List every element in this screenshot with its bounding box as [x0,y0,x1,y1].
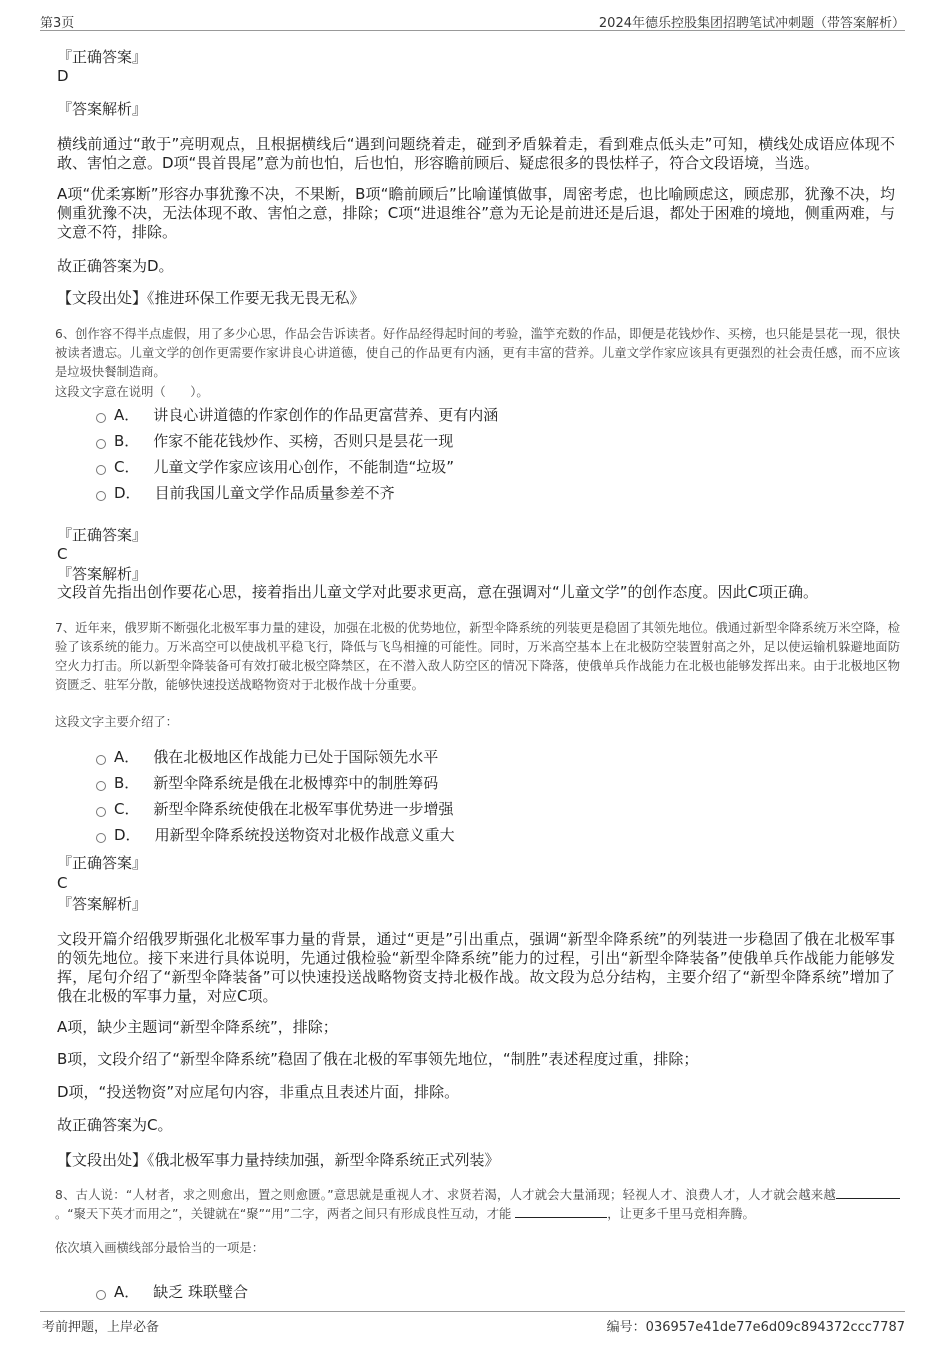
q6-answer-label: 『正确答案』 [57,526,148,544]
q7-option-b[interactable]: B． 新型伞降系统是俄在北极博弈中的制胜筹码 [96,772,438,794]
q6-option-a[interactable]: A． 讲良心讲道德的作家创作的作品更富营养、更有内涵 [96,404,498,426]
q5-conclusion: 故正确答案为D。 [57,257,174,275]
q7-analysis-option-d: D项，“投送物资”对应尾句内容，非重点且表述片面，排除。 [57,1083,460,1101]
radio-button[interactable] [96,465,106,475]
q6-answer: C [57,545,68,563]
q6-analysis-label: 『答案解析』 [57,565,148,583]
q7-answer: C [57,874,68,892]
radio-button[interactable] [96,833,106,843]
q5-analysis-label: 『答案解析』 [57,100,148,118]
q7-analysis-option-a: A项，缺少主题词“新型伞降系统”，排除； [57,1018,338,1036]
fill-blank [836,1186,900,1199]
q5-answer: D [57,67,69,85]
q6-option-c[interactable]: C． 儿童文学作家应该用心创作，不能制造“垃圾” [96,456,454,478]
q7-option-d[interactable]: D． 用新型伞降系统投送物资对北极作战意义重大 [96,824,455,846]
q8-stem: 8、古人说：“人材者，求之则愈出，置之则愈匮。”意思就是重视人才、求贤若渴，人才就会大量涌现；轻视人才、浪费人才，人才就会越来越。“聚天下英才而用之”，关键就在“聚”“用”二字，两者之间只有形成良性互动，才能 ，让更多千里马竞相奔腾。 [55,1186,900,1224]
radio-button[interactable] [96,491,106,501]
radio-button[interactable] [96,755,106,765]
q7-option-a[interactable]: A． 俄在北极地区作战能力已处于国际领先水平 [96,746,438,768]
q7-analysis-label: 『答案解析』 [57,895,148,913]
q7-source: 【文段出处】《俄北极军事力量持续加强，新型伞降系统正式列装》 [57,1151,500,1169]
fill-blank [515,1205,607,1218]
q7-stem: 7、近年来，俄罗斯不断强化北极军事力量的建设，加强在北极的优势地位，新型伞降系统的列装更是稳固了其领先地位。俄通过新型伞降系统万米空降，检验了该系统的能力。万米高空可以使战机平稳飞行，降低与飞鸟相撞的可能性。同时，万米高空基本上在北极防空装置射高之外，足以使运输机躲避地面防空火力打击。所以新型伞降装备可有效打破北极空降禁区，在不潜入敌人防空区的情况下降落，使俄单兵作战能力在北极也能够发挥出来。由于北极地区物资匮乏、驻军分散，能够快速投送战略物资对于北极作战十分重要。 [55,621,900,692]
document-code: 编号：036957e41de77e6d09c894372ccc7787 [606,1320,905,1335]
q6-option-b[interactable]: B． 作家不能花钱炒作、买榜，否则只是昙花一现 [96,430,453,452]
q6-question: 这段文字意在说明（ ）。 [55,385,209,399]
q7-conclusion: 故正确答案为C。 [57,1116,173,1134]
radio-button[interactable] [96,781,106,791]
q5-analysis-paragraph: 横线前通过“敢于”亮明观点，且根据横线后“遇到问题绕着走，碰到矛盾躲着走，看到难点低头走”可知，横线处成语应体现不敢、害怕之意。D项“畏首畏尾”意为前也怕，后也怕，形容瞻前顾后、疑虑很多的畏怯样子，符合文段语境，当选。 [57,135,895,172]
q7-analysis-option-b: B项，文段介绍了“新型伞降系统”稳固了俄在北极的军事领先地位，“制胜”表述程度过重，排除； [57,1050,699,1068]
q8-option-a[interactable]: A． 缺乏 珠联璧合 [96,1281,248,1303]
q6-option-d[interactable]: D． 目前我国儿童文学作品质量参差不齐 [96,482,395,504]
page-footer [40,1311,905,1336]
q7-option-c[interactable]: C． 新型伞降系统使俄在北极军事优势进一步增强 [96,798,454,820]
q5-analysis-paragraph: A项“优柔寡断”形容办事犹豫不决，不果断，B项“瞻前顾后”比喻谨慎做事，周密考虑，也比喻顾虑这，顾虑那，犹豫不决，均侧重犹豫不决，无法体现不敢、害怕之意，排除；C项“进退维谷”意为无论是前进还是后退，都处于困难的境地，侧重两难，与文意不符，排除。 [57,185,895,241]
q7-analysis-paragraph: 文段开篇介绍俄罗斯强化北极军事力量的背景，通过“更是”引出重点，强调“新型伞降系统”的列装进一步稳固了俄在北极军事的领先地位。接下来进行具体说明，先通过俄检验“新型伞降系统”能力的过程，引出“新型伞降装备”使俄单兵作战能力能够发挥，尾句介绍了“新型伞降装备”可以快速投送战略物资支持北极作战。故文段为总分结构，主要介绍了“新型伞降系统”增加了俄在北极的军事力量，对应C项。 [57,930,895,1005]
radio-button[interactable] [96,439,106,449]
q7-question: 这段文字主要介绍了： [55,715,178,729]
radio-button[interactable] [96,413,106,423]
radio-button[interactable] [96,1290,106,1300]
footer-slogan: 考前押题，上岸必备 [42,1320,160,1335]
q6-analysis: 文段首先指出创作要花心思，接着指出儿童文学对此要求更高，意在强调对“儿童文学”的创作态度。因此C项正确。 [57,583,819,601]
q6-stem: 6、创作容不得半点虚假，用了多少心思，作品会告诉读者。好作品经得起时间的考验，滥竽充数的作品，即便是花钱炒作、买榜，也只能是昙花一现，很快被读者遗忘。儿童文学的创作更需要作家讲良心讲道德，使自己的作品更有内涵，更有丰富的营养。儿童文学作家应该具有更强烈的社会责任感，而不应该是垃圾快餐制造商。 [55,327,900,379]
q5-answer-label: 『正确答案』 [57,48,148,66]
radio-button[interactable] [96,807,106,817]
q5-source: 【文段出处】《推进环保工作要无我无畏无私》 [57,289,365,307]
q8-question: 依次填入画横线部分最恰当的一项是： [55,1241,265,1255]
q7-answer-label: 『正确答案』 [57,854,148,872]
page-number: 第3页 [40,16,75,31]
page-header [40,8,905,31]
document-title: 2024年德乐控股集团招聘笔试冲刺题（带答案解析） [598,16,905,31]
